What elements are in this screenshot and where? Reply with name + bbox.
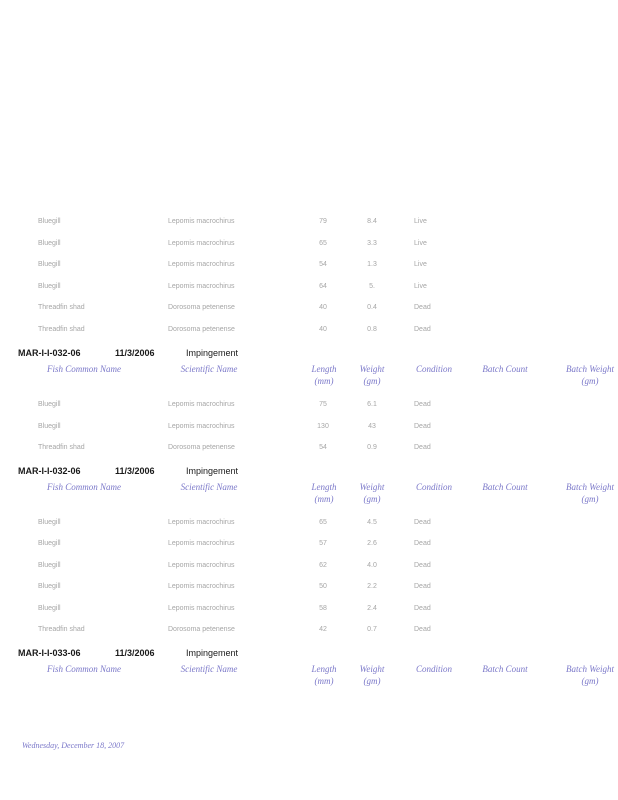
fish-common-name-cell: Bluegill	[38, 261, 61, 268]
table-row	[0, 605, 618, 619]
header-condition: Condition	[415, 364, 452, 374]
scientific-name-cell: Lepomis macrochirus	[168, 239, 235, 247]
table-row	[0, 626, 618, 640]
column-header-row	[0, 363, 618, 391]
condition-cell: Dead	[414, 561, 431, 569]
length-cell: 65	[319, 239, 327, 247]
table-row	[0, 519, 618, 533]
table-row	[0, 583, 618, 597]
length-cell: 50	[319, 583, 327, 590]
weight-cell: 6.1	[367, 401, 377, 408]
fish-common-name-cell: Threadfin shad	[38, 325, 85, 333]
sample-id: MAR-I-I-032-06	[18, 348, 81, 358]
header-fish-common-name: Fish Common Name	[47, 481, 121, 492]
length-cell: 40	[319, 304, 327, 311]
table-row	[0, 283, 618, 297]
weight-cell: 5.	[369, 282, 375, 290]
condition-cell: Live	[414, 239, 427, 247]
condition-cell: Dead	[414, 325, 431, 333]
fish-common-name-cell: Threadfin shad	[38, 304, 85, 311]
sample-date: 11/3/2006	[115, 647, 155, 658]
scientific-name-cell: Lepomis macrochirus	[168, 561, 235, 569]
sample-id: MAR-I-I-032-06	[18, 465, 81, 476]
scientific-name-cell: Lepomis macrochirus	[168, 583, 235, 590]
scientific-name-cell: Lepomis macrochirus	[168, 604, 235, 612]
sample-type: Impingement	[186, 348, 239, 358]
sample-id: MAR-I-I-033-06	[18, 647, 81, 658]
condition-cell: Dead	[414, 518, 431, 526]
header-condition: Condition	[415, 481, 452, 492]
header-length: Length (mm)	[311, 481, 337, 504]
condition-cell: Dead	[414, 626, 431, 633]
header-scientific-name: Scientific Name	[180, 663, 238, 674]
scientific-name-cell: Lepomis macrochirus	[168, 261, 235, 268]
scientific-name-cell: Lepomis macrochirus	[168, 218, 235, 225]
weight-cell: 0.4	[367, 304, 377, 311]
length-cell: 65	[319, 518, 327, 526]
length-cell: 62	[319, 561, 327, 569]
weight-cell: 3.3	[367, 239, 377, 247]
header-length: Length (mm)	[311, 364, 337, 386]
scientific-name-cell: Lepomis macrochirus	[168, 422, 235, 430]
weight-cell: 43	[368, 422, 376, 430]
condition-cell: Dead	[414, 444, 431, 451]
length-cell: 79	[319, 218, 327, 225]
fish-common-name-cell: Bluegill	[38, 422, 61, 430]
length-cell: 54	[319, 261, 327, 268]
header-batch-weight: Batch Weight (gm)	[566, 364, 614, 386]
fish-common-name-cell: Bluegill	[38, 604, 61, 612]
header-batch-count: Batch Count	[482, 663, 528, 674]
weight-cell: 2.6	[367, 540, 377, 547]
column-header-row	[0, 663, 618, 691]
header-fish-common-name: Fish Common Name	[47, 364, 121, 374]
fish-common-name-cell: Threadfin shad	[38, 444, 85, 451]
weight-cell: 4.0	[367, 561, 377, 569]
scientific-name-cell: Dorosoma petenense	[168, 444, 235, 451]
header-condition: Condition	[415, 663, 452, 674]
table-row	[0, 401, 618, 415]
scientific-name-cell: Lepomis macrochirus	[168, 401, 235, 408]
condition-cell: Dead	[414, 304, 431, 311]
sample-header	[0, 466, 618, 480]
table-row	[0, 304, 618, 318]
length-cell: 130	[317, 422, 329, 430]
table-row	[0, 240, 618, 254]
length-cell: 54	[319, 444, 327, 451]
table-row	[0, 218, 618, 232]
header-weight: Weight (gm)	[359, 481, 385, 504]
scientific-name-cell: Lepomis macrochirus	[168, 518, 235, 526]
header-fish-common-name: Fish Common Name	[47, 663, 121, 674]
condition-cell: Dead	[414, 422, 431, 430]
header-batch-count: Batch Count	[482, 364, 528, 374]
header-batch-weight: Batch Weight (gm)	[566, 481, 614, 504]
condition-cell: Dead	[414, 583, 431, 590]
condition-cell: Dead	[414, 401, 431, 408]
condition-cell: Dead	[414, 540, 431, 547]
condition-cell: Live	[414, 282, 427, 290]
weight-cell: 8.4	[367, 218, 377, 225]
fish-common-name-cell: Bluegill	[38, 401, 61, 408]
scientific-name-cell: Dorosoma petenense	[168, 304, 235, 311]
scientific-name-cell: Lepomis macrochirus	[168, 540, 235, 547]
header-batch-weight: Batch Weight (gm)	[566, 663, 614, 686]
scientific-name-cell: Lepomis macrochirus	[168, 282, 235, 290]
table-row	[0, 540, 618, 554]
sample-header	[0, 348, 618, 362]
fish-common-name-cell: Bluegill	[38, 540, 61, 547]
table-row	[0, 562, 618, 576]
header-scientific-name: Scientific Name	[180, 481, 238, 492]
fish-common-name-cell: Threadfin shad	[38, 626, 85, 633]
weight-cell: 2.4	[367, 604, 377, 612]
fish-common-name-cell: Bluegill	[38, 561, 61, 569]
sample-type: Impingement	[186, 465, 239, 476]
fish-common-name-cell: Bluegill	[38, 239, 61, 247]
sample-date: 11/3/2006	[115, 348, 155, 358]
scientific-name-cell: Dorosoma petenense	[168, 626, 235, 633]
table-row	[0, 326, 618, 340]
footer-date: Wednesday, December 18, 2007	[22, 741, 125, 750]
scientific-name-cell: Dorosoma petenense	[168, 325, 235, 333]
header-length: Length (mm)	[311, 663, 337, 686]
length-cell: 64	[319, 282, 327, 290]
weight-cell: 0.8	[367, 325, 377, 333]
length-cell: 58	[319, 604, 327, 612]
condition-cell: Live	[414, 261, 427, 268]
condition-cell: Dead	[414, 604, 431, 612]
sample-header	[0, 648, 618, 662]
fish-common-name-cell: Bluegill	[38, 218, 61, 225]
header-scientific-name: Scientific Name	[180, 364, 238, 374]
length-cell: 57	[319, 540, 327, 547]
weight-cell: 2.2	[367, 583, 377, 590]
sample-type: Impingement	[186, 647, 239, 658]
fish-common-name-cell: Bluegill	[38, 583, 61, 590]
table-row	[0, 444, 618, 458]
weight-cell: 0.7	[367, 626, 377, 633]
length-cell: 42	[319, 626, 327, 633]
length-cell: 75	[319, 401, 327, 408]
length-cell: 40	[319, 325, 327, 333]
header-weight: Weight (gm)	[359, 364, 385, 386]
header-weight: Weight (gm)	[359, 663, 385, 686]
weight-cell: 1.3	[367, 261, 377, 268]
table-row	[0, 261, 618, 275]
condition-cell: Live	[414, 218, 427, 225]
table-row	[0, 423, 618, 437]
fish-common-name-cell: Bluegill	[38, 282, 61, 290]
weight-cell: 0.9	[367, 444, 377, 451]
fish-common-name-cell: Bluegill	[38, 518, 61, 526]
column-header-row	[0, 481, 618, 509]
sample-date: 11/3/2006	[115, 465, 155, 476]
header-batch-count: Batch Count	[482, 481, 528, 492]
weight-cell: 4.5	[367, 518, 377, 526]
